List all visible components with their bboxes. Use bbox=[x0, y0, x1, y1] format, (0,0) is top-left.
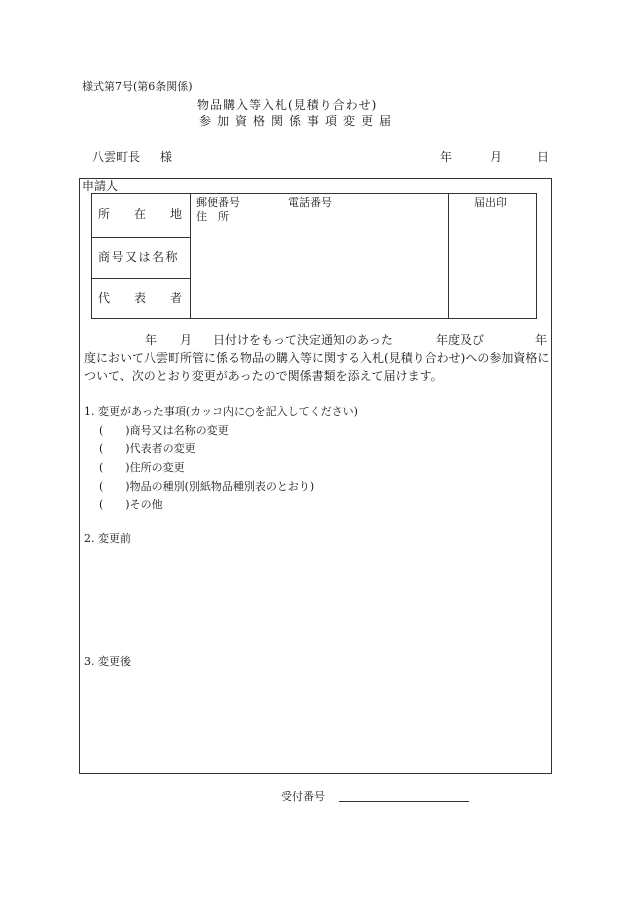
section-1-heading: 1. 変更があった事項(カッコ内に○を記入してください) bbox=[84, 405, 358, 418]
row-label-address bbox=[98, 207, 182, 222]
section-2-heading: 2. 変更前 bbox=[84, 532, 131, 545]
change-item: ( )住所の変更 bbox=[99, 461, 185, 474]
form-title-line2: 参加資格関係事項変更届 bbox=[199, 114, 398, 128]
body-text-1: 日付けをもって決定通知のあった bbox=[213, 333, 393, 347]
table-divider bbox=[92, 278, 190, 279]
form-number: 様式第7号(第6条関係) bbox=[82, 80, 193, 93]
date-year-label: 年 bbox=[440, 150, 453, 164]
row-label-char: 表 bbox=[133, 291, 146, 305]
body-month-label: 月 bbox=[180, 333, 193, 347]
section-3-heading: 3. 変更後 bbox=[84, 655, 131, 668]
phone-number-label: 電話番号 bbox=[288, 196, 332, 209]
date-month-label: 月 bbox=[490, 150, 503, 164]
body-fiscal-year: 年度及び bbox=[436, 333, 485, 347]
row-label-char: 者 bbox=[169, 291, 182, 305]
table-divider bbox=[448, 194, 449, 318]
row-label-char: 所 bbox=[98, 207, 111, 221]
addressee-honorific: 様 bbox=[160, 150, 173, 164]
table-divider bbox=[190, 194, 191, 318]
applicant-table bbox=[91, 193, 537, 319]
change-item: ( )代表者の変更 bbox=[99, 442, 196, 455]
body-year-label: 年 bbox=[145, 333, 158, 347]
change-item: ( )商号又は名称の変更 bbox=[99, 424, 229, 437]
body-text-2: 度において八雲町所管に係る物品の購入等に関する入札(見積り合わせ)への参加資格に bbox=[84, 351, 550, 365]
seal-label: 届出印 bbox=[474, 196, 507, 209]
change-item: ( )その他 bbox=[99, 498, 163, 511]
row-label-company: 商号又は名称 bbox=[98, 250, 180, 264]
date-day-label: 日 bbox=[537, 150, 550, 164]
applicant-label: 申請人 bbox=[82, 179, 119, 193]
street-address-label: 住 所 bbox=[196, 210, 229, 223]
body-year-end: 年 bbox=[535, 333, 548, 347]
change-item: ( )物品の種別(別紙物品種別表のとおり) bbox=[99, 480, 315, 493]
row-label-char: 地 bbox=[169, 207, 182, 221]
table-divider bbox=[92, 237, 190, 238]
postal-code-label: 郵便番号 bbox=[196, 196, 240, 209]
form-title-line1: 物品購入等入札(見積り合わせ) bbox=[197, 98, 378, 112]
addressee-name: 八雲町長 bbox=[92, 150, 141, 164]
receipt-number-label: 受付番号 bbox=[281, 790, 325, 803]
row-label-char: 代 bbox=[98, 291, 111, 305]
receipt-number-line bbox=[339, 801, 469, 802]
body-text-3: ついて、次のとおり変更があったので関係書類を添えて届けます。 bbox=[84, 369, 443, 383]
row-label-representative bbox=[98, 291, 182, 306]
row-label-char: 在 bbox=[133, 207, 146, 221]
